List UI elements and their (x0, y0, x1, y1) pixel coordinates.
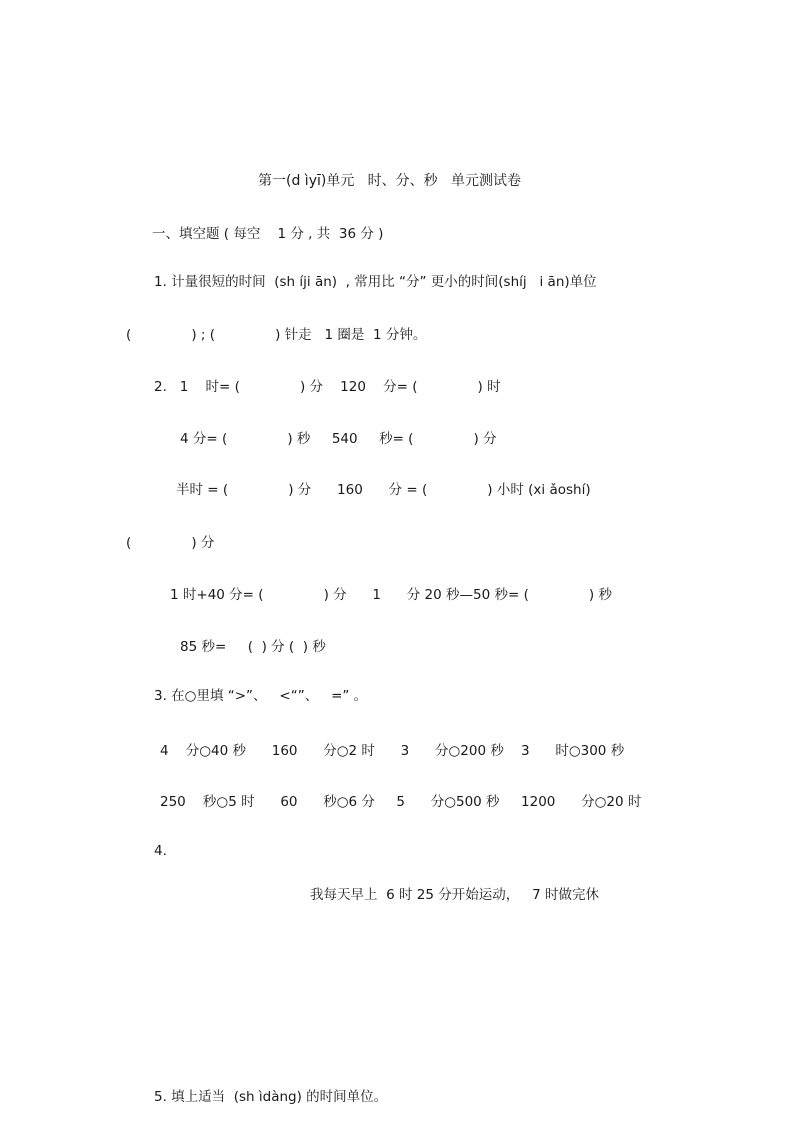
question-2-line-2: 4 分= ( ) 秒 540 秒= ( ) 分 (180, 431, 497, 447)
question-2-line-1: 2. 1 时= ( ) 分 120 分= ( ) 时 (154, 379, 501, 395)
question-2-line-3: 半时 = ( ) 分 160 分 = ( ) 小时 (xi ǎoshí) (176, 482, 591, 498)
worksheet-title: 第一(d ìyī)单元 时、分、秒 单元测试卷 (258, 173, 522, 189)
question-1-line-1: 1. 计量很短的时间 (sh íji ān) , 常用比 “分” 更小的时间(shíj i ān)单位 (154, 274, 597, 290)
question-1-line-2: ( ) ; ( ) 针走 1 圈是 1 分钟。 (126, 327, 427, 343)
question-3-row-1: 4 分○40 秒 160 分○2 时 3 分○200 秒 3 时○300 秒 (160, 743, 625, 759)
question-3-row-2: 250 秒○5 时 60 秒○6 分 5 分○500 秒 1200 分○20 时 (160, 794, 642, 810)
question-3-instructions: 3. 在○里填 “>”、 <“”、 =” 。 (154, 688, 368, 704)
question-2-line-6: 85 秒= ( ) 分 ( ) 秒 (180, 639, 326, 655)
section-heading-fill-blanks: 一、填空题 ( 每空 1 分 , 共 36 分 ) (152, 226, 384, 242)
question-4-text: 我每天早上 6 时 25 分开始运动， 7 时做完休 (310, 887, 599, 903)
question-4-label: 4. (154, 843, 167, 859)
question-5-text: 5. 填上适当 (sh ìdàng) 的时间单位。 (154, 1089, 388, 1105)
question-2-line-4: ( ) 分 (126, 535, 215, 551)
question-2-line-5: 1 时+40 分= ( ) 分 1 分 20 秒—50 秒= ( ) 秒 (170, 587, 612, 603)
